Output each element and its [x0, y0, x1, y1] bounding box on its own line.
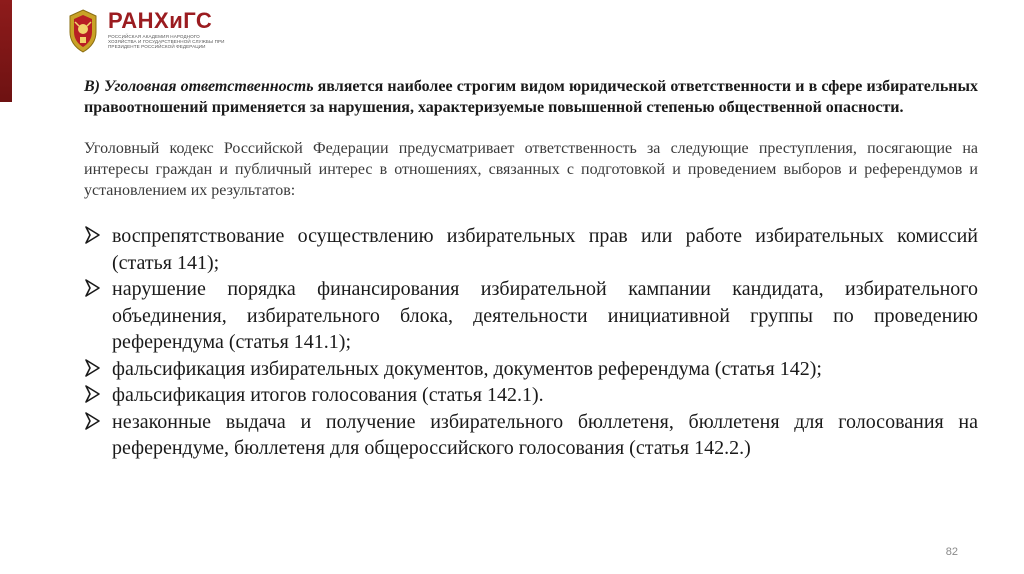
list-item [84, 223, 978, 276]
logo-name: РАНХиГС [108, 8, 213, 33]
logo-subtitle: РОССИЙСКАЯ АКАДЕМИЯ НАРОДНОГО ХОЗЯЙСТВА И ГОСУДАРСТВЕННОЙ СЛУЖБЫ ПРИ ПРЕЗИДЕНТЕ РОССИЙСКОЙ ФЕДЕРАЦИИ [108, 34, 225, 50]
intro-rest: является наиболее строгим видом юридической ответственности и в сфере избирательных правоотношений применяется за нарушения, характеризуемые повышенной степенью общественной опасности. [84, 78, 978, 116]
list-item-text: фальсификация избирательных документов, документов референдума (статья 142); [112, 357, 822, 380]
list-item-text: нарушение порядка финансирования избирательной кампании кандидата, избирательного объединения, избирательного блока, деятельности инициативной группы по проведению референдума (статья 141.1); [112, 278, 978, 353]
emblem-icon [66, 8, 100, 54]
list-item [84, 356, 978, 383]
list-item-text: незаконные выдача и получение избирательного бюллетеня, бюллетеня для голосования на референдуме, бюллетеня для общероссийского голосования (статья 142.2.) [112, 410, 978, 459]
list-item-text: воспрепятствование осуществлению избирательных прав или работе избирательных комиссий (статья 141); [112, 225, 978, 274]
arrow-bullet-icon [84, 224, 102, 246]
page-number: 82 [945, 546, 958, 558]
side-accent-bar [0, 0, 12, 102]
arrow-bullet-icon [84, 357, 102, 379]
crime-list [84, 223, 978, 462]
list-item [84, 409, 978, 462]
list-item [84, 382, 978, 409]
arrow-bullet-icon [84, 277, 102, 299]
list-item-text: фальсификация итогов голосования (статья 142.1). [112, 384, 544, 406]
arrow-bullet-icon [84, 383, 102, 405]
code-paragraph: Уголовный кодекс Российской Федерации предусматривает ответственность за следующие преступления, посягающие на интересы граждан и публичный интерес в отношениях, связанных с подготовкой и проведением выборов и референдумов и установлением их результатов: [84, 140, 978, 199]
logo [66, 8, 225, 54]
arrow-bullet-icon [84, 410, 102, 432]
slide-content [84, 76, 978, 462]
intro-lead: В) Уголовная ответственность [84, 78, 314, 95]
intro-paragraph [84, 76, 978, 118]
list-item [84, 276, 978, 356]
